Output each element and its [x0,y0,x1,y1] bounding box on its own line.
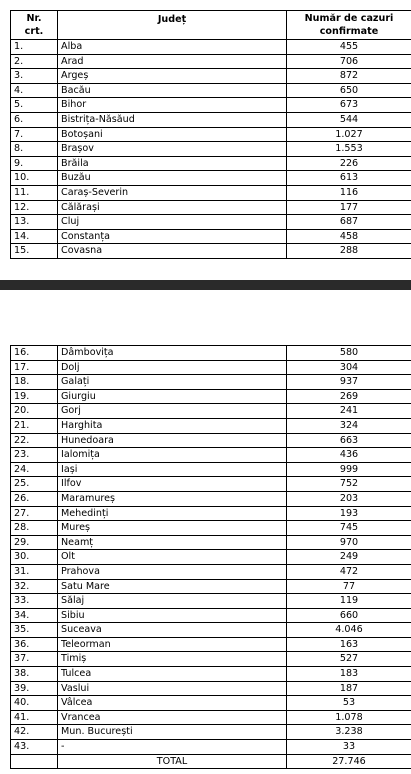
row-cases: 458 [287,229,411,244]
row-number: 21. [11,418,58,433]
row-county: Alba [58,40,287,55]
row-cases: 187 [287,681,411,696]
table-row [11,375,411,390]
row-number: 8. [11,142,58,157]
table-row [11,608,411,623]
row-cases: 745 [287,521,411,536]
total-label: TOTAL [58,754,287,769]
row-number: 13. [11,215,58,230]
table-row [11,346,411,361]
row-county: Tulcea [58,667,287,682]
row-cases: 1.027 [287,127,411,142]
row-county: Vâlcea [58,696,287,711]
row-county: Iași [58,462,287,477]
row-number: 17. [11,360,58,375]
table-row [11,185,411,200]
row-county: Vaslui [58,681,287,696]
row-cases: 163 [287,637,411,652]
row-county: Maramureș [58,491,287,506]
row-cases: 544 [287,112,411,127]
table-row [11,506,411,521]
row-number: 2. [11,54,58,69]
row-county: Mureș [58,521,287,536]
row-cases: 249 [287,550,411,565]
row-cases: 673 [287,98,411,113]
row-county: Teleorman [58,637,287,652]
row-cases: 1.078 [287,710,411,725]
row-number: 34. [11,608,58,623]
header-cases-line2: confirmate [319,26,379,37]
table-row [11,418,411,433]
row-county: Cluj [58,215,287,230]
row-number: 42. [11,725,58,740]
row-number: 27. [11,506,58,521]
row-county: Arad [58,54,287,69]
row-number: 32. [11,579,58,594]
row-county: Harghita [58,418,287,433]
row-number: 33. [11,594,58,609]
row-number: 35. [11,623,58,638]
row-county: Brăila [58,156,287,171]
row-number: 10. [11,171,58,186]
row-number: 7. [11,127,58,142]
row-county: Caraș-Severin [58,185,287,200]
row-cases: 663 [287,433,411,448]
row-number: 12. [11,200,58,215]
row-cases: 613 [287,171,411,186]
row-cases: 706 [287,54,411,69]
row-cases: 226 [287,156,411,171]
row-number: 18. [11,375,58,390]
row-county: Călărași [58,200,287,215]
table-row [11,83,411,98]
row-county: Buzău [58,171,287,186]
table-row [11,404,411,419]
header-nr-crt [11,11,58,40]
table-row [11,98,411,113]
row-cases: 660 [287,608,411,623]
cases-table-page-2 [10,345,411,769]
row-cases: 1.553 [287,142,411,157]
table-row [11,623,411,638]
table-row [11,389,411,404]
row-cases: 4.046 [287,623,411,638]
table-row [11,710,411,725]
row-cases: 455 [287,40,411,55]
row-county: Satu Mare [58,579,287,594]
row-county: Constanța [58,229,287,244]
row-county: Mun. București [58,725,287,740]
row-number: 39. [11,681,58,696]
row-number: 41. [11,710,58,725]
row-number: 31. [11,564,58,579]
row-cases: 752 [287,477,411,492]
row-county: Argeș [58,69,287,84]
row-cases: 183 [287,667,411,682]
row-county: Bihor [58,98,287,113]
table-header-row [11,11,411,40]
row-cases: 33 [287,740,411,755]
table-row [11,564,411,579]
row-cases: 177 [287,200,411,215]
table-row [11,491,411,506]
row-cases: 241 [287,404,411,419]
table-row [11,244,411,259]
row-county: Vrancea [58,710,287,725]
table-row [11,667,411,682]
row-county: - [58,740,287,755]
table-row [11,579,411,594]
row-cases: 53 [287,696,411,711]
table-row [11,171,411,186]
row-number: 16. [11,346,58,361]
row-county: Bistrița-Năsăud [58,112,287,127]
table-row [11,156,411,171]
table-row [11,550,411,565]
row-cases: 77 [287,579,411,594]
row-cases: 193 [287,506,411,521]
row-cases: 116 [287,185,411,200]
row-cases: 687 [287,215,411,230]
table-row [11,215,411,230]
table-row [11,142,411,157]
row-number: 23. [11,448,58,463]
row-county: Hunedoara [58,433,287,448]
header-nr-line1: Nr. [26,13,42,24]
table-row [11,200,411,215]
table-row [11,462,411,477]
row-county: Dâmbovița [58,346,287,361]
row-number: 5. [11,98,58,113]
row-number: 40. [11,696,58,711]
table-row [11,127,411,142]
table-row [11,360,411,375]
row-county: Dolj [58,360,287,375]
row-number: 25. [11,477,58,492]
row-county: Neamț [58,535,287,550]
header-cases-line1: Număr de cazuri [304,13,394,24]
row-number: 43. [11,740,58,755]
row-number: 14. [11,229,58,244]
row-number: 30. [11,550,58,565]
total-value: 27.746 [287,754,411,769]
row-cases: 472 [287,564,411,579]
table-row [11,637,411,652]
row-county: Timiș [58,652,287,667]
row-number: 36. [11,637,58,652]
row-cases: 304 [287,360,411,375]
table-row [11,448,411,463]
table-row [11,40,411,55]
row-cases: 527 [287,652,411,667]
row-cases: 872 [287,69,411,84]
row-number: 29. [11,535,58,550]
row-number: 1. [11,40,58,55]
row-county: Botoșani [58,127,287,142]
row-number: 37. [11,652,58,667]
row-number: 26. [11,491,58,506]
table-row [11,521,411,536]
row-number: 6. [11,112,58,127]
table-row [11,477,411,492]
row-county: Prahova [58,564,287,579]
table-row [11,594,411,609]
table-row [11,740,411,755]
row-number: 38. [11,667,58,682]
row-county: Ialomița [58,448,287,463]
header-judet: Județ [58,11,287,40]
row-cases: 580 [287,346,411,361]
row-county: Covasna [58,244,287,259]
row-number: 20. [11,404,58,419]
table-row [11,54,411,69]
row-number: 15. [11,244,58,259]
row-cases: 650 [287,83,411,98]
row-number: 4. [11,83,58,98]
page-divider [0,280,411,290]
row-cases: 324 [287,418,411,433]
row-county: Bacău [58,83,287,98]
table-row [11,725,411,740]
row-cases: 269 [287,389,411,404]
table-row [11,433,411,448]
row-county: Sibiu [58,608,287,623]
row-cases: 937 [287,375,411,390]
row-county: Brașov [58,142,287,157]
row-county: Sălaj [58,594,287,609]
row-cases: 288 [287,244,411,259]
row-cases: 3.238 [287,725,411,740]
row-county: Gorj [58,404,287,419]
row-county: Suceava [58,623,287,638]
cases-table-page-1 [10,10,411,259]
table-row [11,652,411,667]
total-row [11,754,411,769]
row-cases: 119 [287,594,411,609]
row-number: 24. [11,462,58,477]
total-empty-cell [11,754,58,769]
table-row [11,69,411,84]
row-county: Ilfov [58,477,287,492]
row-number: 3. [11,69,58,84]
row-number: 11. [11,185,58,200]
row-number: 9. [11,156,58,171]
table-body-page-2 [11,346,411,755]
table-row [11,535,411,550]
table-row [11,229,411,244]
row-county: Olt [58,550,287,565]
row-number: 19. [11,389,58,404]
row-cases: 970 [287,535,411,550]
row-cases: 999 [287,462,411,477]
row-number: 28. [11,521,58,536]
row-county: Galați [58,375,287,390]
row-number: 22. [11,433,58,448]
row-county: Mehedinți [58,506,287,521]
table-row [11,696,411,711]
header-cases [287,11,411,40]
row-county: Giurgiu [58,389,287,404]
row-cases: 436 [287,448,411,463]
table-row [11,681,411,696]
row-cases: 203 [287,491,411,506]
header-nr-line2: crt. [24,26,44,37]
table-body-page-1 [11,40,411,259]
table-row [11,112,411,127]
